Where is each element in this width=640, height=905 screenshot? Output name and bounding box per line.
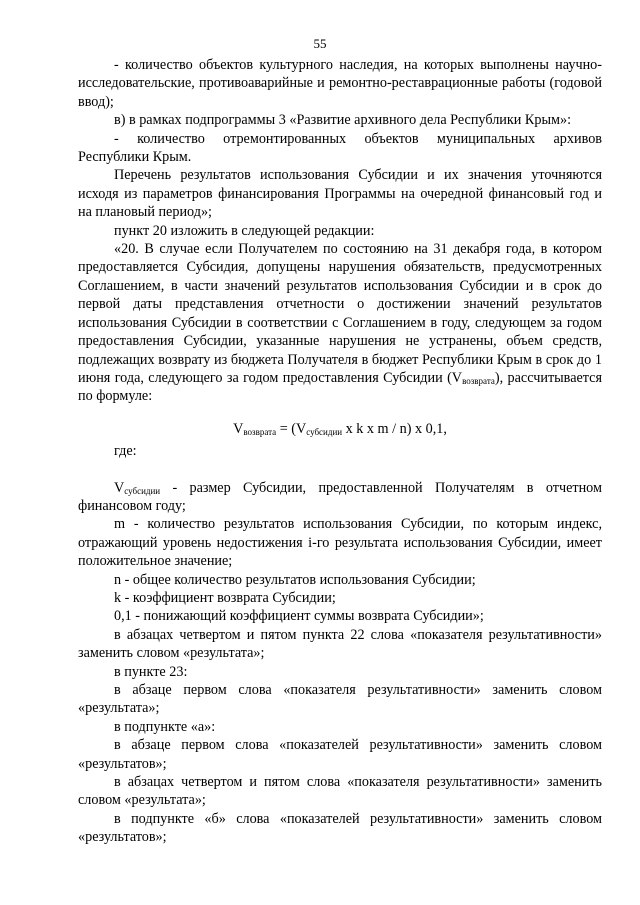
page-number: 55	[313, 36, 327, 51]
formula: $V_{возврата} = (V_{субсидии}$ x k x m / n) x 0,1,	[233, 420, 447, 437]
paragraph: - количество отремонтированных объектов муниципальных архивов Республики Крым.	[78, 130, 602, 166]
amendment: в подпункте «а»:	[114, 718, 216, 735]
where-label: где:	[114, 443, 137, 460]
definition-k: k - коэффициент возврата Субсидии;	[114, 589, 336, 606]
amendment: в подпункте «б» слова «показателей результативности» заменить словом «результатов»;	[78, 810, 602, 846]
definition-coefficient: 0,1 - понижающий коэффициент суммы возврата Субсидии»;	[114, 608, 484, 625]
paragraph: пункт 20 изложить в следующей редакции:	[114, 222, 375, 239]
amendment: в пункте 23:	[114, 663, 188, 680]
paragraph: - количество объектов культурного наследия, на которых выполнены научно-исследовательские, противоаварийные и ремонтно-реставрационные работы (годовой ввод);	[78, 57, 602, 110]
amendment: в абзацах четвертом и пятом слова «показателя результативности» заменить словом «результата»;	[78, 774, 602, 809]
paragraph: Перечень результатов использования Субсидии и их значения уточняются исходя из параметров финансирования Программы на очередной финансовый год и на плановый период»;	[78, 167, 602, 221]
definition-v-subsidy: $V_{субсидии}$ - размер Субсидии, предоставленной Получателям в отчетном финансовом году;	[78, 479, 602, 514]
paragraph-point-20: «20. В случае если Получателем по состоянию на 31 декабря года, в котором предоставляется Субсидия, допущены нарушения обязательств, предусмотренных Соглашением, в части значений результатов использования Субсидии и в срок до первой даты представления отчетности о достижении значений результатов использования Субсидии в соответствии с Соглашением в году, следующем за годом предоставления Субсидии, указанные нарушения не устранены, объем средств, подлежащих возврату из бюджета Получателя в бюджет Республики Крым в срок до 1 июня года, следующего за годом предоставления Субсидии $(V_{возврата})$, рассчитывается по формуле:	[78, 241, 602, 405]
paragraph: в) в рамках подпрограммы 3 «Развитие архивного дела Республики Крым»:	[114, 112, 572, 129]
amendment: в абзацах четвертом и пятом пункта 22 слова «показателя результативности» заменить словом «результата»;	[78, 626, 602, 662]
amendment: в абзаце первом слова «показателей результативности» заменить словом «результатов»;	[78, 737, 602, 772]
definition-m: m - количество результатов использования Субсидии, по которым индекс, отражающий уровень недостижения i-го результата использования Субсидии, имеет положительное значение;	[78, 516, 602, 570]
amendment: в абзаце первом слова «показателя результативности» заменить словом «результата»;	[78, 682, 602, 717]
definition-n: n - общее количество результатов использования Субсидии;	[114, 571, 476, 588]
document-body	[78, 56, 602, 847]
